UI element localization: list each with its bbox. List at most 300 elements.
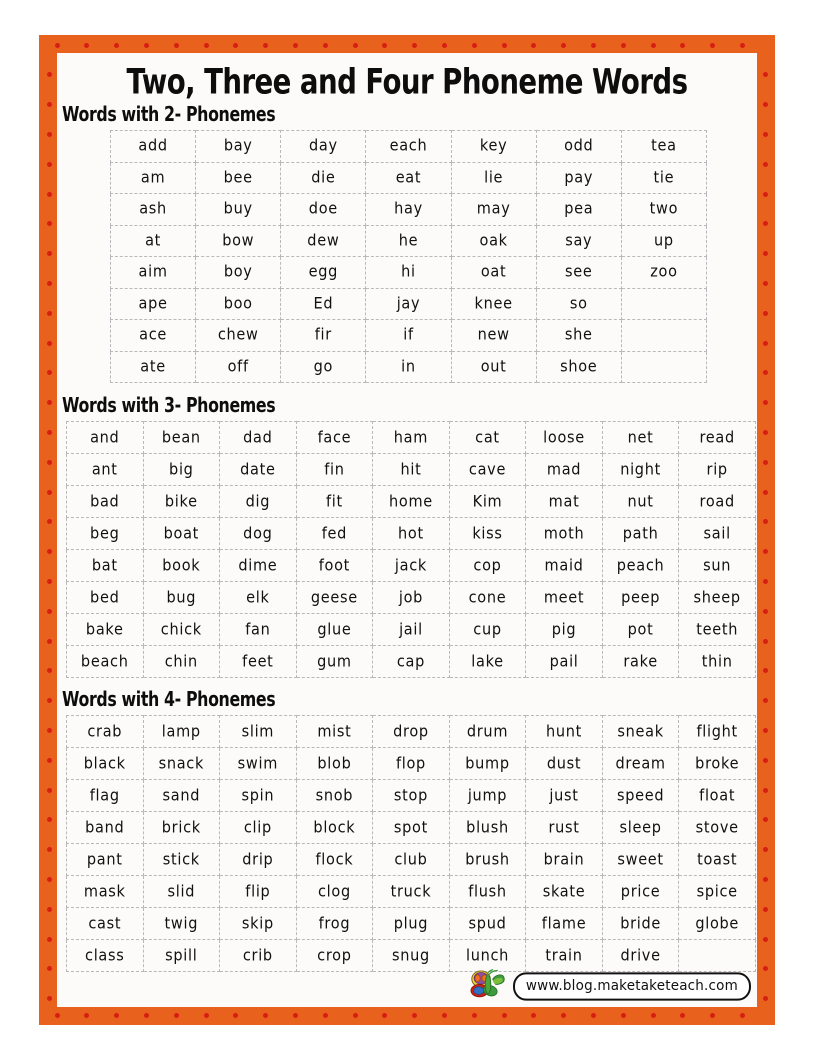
word-text: pot — [627, 620, 654, 639]
word-cell — [111, 351, 196, 383]
word-text: float — [699, 786, 736, 805]
word-cell — [296, 908, 373, 940]
word-text: two — [649, 200, 679, 219]
word-cell — [220, 780, 297, 812]
word-text: drip — [242, 850, 274, 869]
word-cell — [296, 550, 373, 582]
word-cell — [373, 646, 450, 678]
word-text: bee — [223, 168, 253, 187]
word-text: boy — [223, 263, 253, 282]
word-text: if — [403, 326, 414, 345]
word-text: spin — [241, 786, 275, 805]
word-cell — [526, 550, 603, 582]
word-cell — [602, 582, 679, 614]
word-cell — [679, 812, 756, 844]
word-text: gum — [317, 652, 352, 671]
word-cell — [679, 908, 756, 940]
word-text: beach — [80, 652, 129, 671]
word-text: dime — [238, 556, 278, 575]
word-text: pant — [86, 850, 123, 869]
word-text: ape — [138, 294, 168, 313]
word-cell — [526, 454, 603, 486]
word-cell — [602, 518, 679, 550]
word-cell — [536, 162, 621, 194]
word-text: hi — [401, 263, 416, 282]
word-cell — [67, 518, 144, 550]
word-text: jack — [394, 556, 427, 575]
word-text: she — [564, 326, 593, 345]
word-text: lake — [471, 652, 504, 671]
word-text: just — [549, 786, 579, 805]
word-row — [111, 162, 707, 194]
word-text: bump — [465, 754, 510, 773]
word-cell — [449, 582, 526, 614]
word-text: bat — [91, 556, 118, 575]
word-cell — [373, 780, 450, 812]
word-cell — [373, 748, 450, 780]
word-text: kiss — [472, 524, 503, 543]
word-cell — [526, 908, 603, 940]
word-text: blush — [466, 818, 509, 837]
word-text: die — [311, 168, 336, 187]
word-text: spot — [393, 818, 429, 837]
word-cell — [679, 518, 756, 550]
word-text: flop — [395, 754, 426, 773]
word-cell — [451, 288, 536, 320]
word-cell — [366, 257, 451, 289]
word-cell — [602, 844, 679, 876]
word-cell — [449, 550, 526, 582]
section-two-phonemes — [57, 105, 757, 383]
word-text: sail — [703, 524, 731, 543]
word-cell — [111, 320, 196, 352]
word-cell — [679, 748, 756, 780]
word-cell — [67, 716, 144, 748]
word-text: tie — [653, 168, 675, 187]
word-text: rust — [548, 818, 580, 837]
word-text: buy — [223, 200, 253, 219]
word-cell — [67, 812, 144, 844]
word-text: road — [699, 492, 735, 511]
word-cell — [602, 454, 679, 486]
word-cell — [449, 454, 526, 486]
word-table-two-phonemes — [110, 130, 707, 383]
website-url[interactable]: www.blog.maketaketeach.com — [513, 972, 751, 1000]
word-cell — [373, 550, 450, 582]
word-cell — [679, 582, 756, 614]
word-cell — [602, 748, 679, 780]
word-cell — [373, 876, 450, 908]
word-text: dream — [615, 754, 666, 773]
word-text: feet — [242, 652, 274, 671]
word-cell — [281, 162, 366, 194]
word-cell — [220, 486, 297, 518]
word-cell — [536, 257, 621, 289]
word-cell — [281, 131, 366, 163]
word-text: book — [162, 556, 201, 575]
word-text: bug — [166, 588, 197, 607]
word-text: crib — [242, 946, 273, 965]
word-text: date — [240, 460, 276, 479]
word-text: oak — [479, 231, 508, 250]
word-text: jail — [399, 620, 423, 639]
word-text: skip — [241, 914, 274, 933]
word-cell — [143, 812, 220, 844]
word-cell — [373, 486, 450, 518]
word-cell — [536, 320, 621, 352]
word-row — [67, 614, 756, 646]
word-row — [67, 582, 756, 614]
word-text: twig — [164, 914, 199, 933]
word-cell — [536, 225, 621, 257]
word-cell — [143, 614, 220, 646]
word-cell — [220, 454, 297, 486]
word-text: nut — [627, 492, 654, 511]
word-cell — [67, 582, 144, 614]
word-cell — [373, 844, 450, 876]
word-text: mat — [548, 492, 580, 511]
word-cell — [67, 422, 144, 454]
word-row — [67, 876, 756, 908]
word-cell — [373, 582, 450, 614]
word-cell — [143, 646, 220, 678]
word-cell — [679, 486, 756, 518]
word-cell — [602, 876, 679, 908]
word-cell — [373, 908, 450, 940]
word-cell — [67, 646, 144, 678]
word-text: bride — [620, 914, 662, 933]
word-text: cup — [473, 620, 502, 639]
word-cell — [143, 780, 220, 812]
word-text: eat — [395, 168, 422, 187]
word-cell — [449, 812, 526, 844]
word-cell — [220, 422, 297, 454]
word-cell — [451, 225, 536, 257]
word-row — [111, 351, 707, 383]
word-cell — [220, 908, 297, 940]
word-text: shoe — [560, 357, 598, 376]
word-text: hot — [398, 524, 424, 543]
word-cell — [449, 422, 526, 454]
word-cell — [679, 646, 756, 678]
word-text: home — [389, 492, 433, 511]
word-cell — [296, 646, 373, 678]
word-cell — [296, 614, 373, 646]
word-text: chick — [160, 620, 202, 639]
word-cell — [451, 194, 536, 226]
word-text: cone — [468, 588, 507, 607]
word-row — [111, 194, 707, 226]
word-cell — [526, 716, 603, 748]
word-text: cap — [396, 652, 426, 671]
section-heading-three-phonemes: Words with 3- Phonemes — [62, 394, 276, 418]
word-text: dog — [243, 524, 273, 543]
word-text: read — [699, 428, 735, 447]
word-text: brain — [543, 850, 585, 869]
word-text: ham — [393, 428, 429, 447]
word-cell — [111, 257, 196, 289]
word-cell — [449, 780, 526, 812]
word-cell — [602, 908, 679, 940]
word-text: pail — [549, 652, 579, 671]
word-cell — [281, 225, 366, 257]
word-text: sleep — [619, 818, 662, 837]
word-cell — [526, 582, 603, 614]
word-text: truck — [390, 882, 432, 901]
word-cell — [526, 812, 603, 844]
word-text: face — [317, 428, 352, 447]
word-row — [67, 844, 756, 876]
word-text: pea — [564, 200, 594, 219]
word-text: crab — [87, 722, 123, 741]
word-cell — [679, 780, 756, 812]
word-text: fed — [321, 524, 348, 543]
word-cell — [373, 614, 450, 646]
word-cell — [526, 518, 603, 550]
word-row — [67, 646, 756, 678]
word-text: mad — [546, 460, 582, 479]
word-text: clog — [317, 882, 351, 901]
word-cell — [449, 844, 526, 876]
word-cell — [451, 131, 536, 163]
word-text: dad — [243, 428, 273, 447]
word-text: hit — [400, 460, 422, 479]
section-four-phonemes — [57, 690, 757, 972]
word-text: bed — [90, 588, 120, 607]
word-cell — [449, 908, 526, 940]
word-row — [67, 518, 756, 550]
word-text: drum — [466, 722, 509, 741]
word-text: skate — [542, 882, 586, 901]
word-cell — [449, 748, 526, 780]
word-text: sweet — [617, 850, 664, 869]
word-text: moth — [543, 524, 585, 543]
word-row — [111, 225, 707, 257]
word-cell — [679, 876, 756, 908]
word-text: rip — [706, 460, 728, 479]
word-cell — [451, 320, 536, 352]
word-text: toast — [697, 850, 738, 869]
word-cell — [536, 194, 621, 226]
word-cell — [143, 876, 220, 908]
word-cell — [373, 518, 450, 550]
word-cell — [373, 454, 450, 486]
word-cell — [679, 614, 756, 646]
word-text: ate — [140, 357, 166, 376]
word-cell — [111, 162, 196, 194]
word-text: job — [398, 588, 424, 607]
word-text: flag — [89, 786, 120, 805]
word-cell — [373, 812, 450, 844]
word-text: maid — [544, 556, 584, 575]
word-text: meet — [543, 588, 585, 607]
word-text: brick — [161, 818, 201, 837]
word-text: sheep — [693, 588, 741, 607]
word-cell — [196, 351, 281, 383]
word-table-body-four — [67, 716, 756, 972]
word-cell — [679, 454, 756, 486]
word-cell — [526, 876, 603, 908]
word-text: ash — [139, 200, 167, 219]
word-text: plug — [393, 914, 429, 933]
word-cell — [196, 225, 281, 257]
word-text: aim — [138, 263, 168, 282]
word-text: dust — [546, 754, 582, 773]
word-cell — [526, 780, 603, 812]
word-cell — [296, 486, 373, 518]
word-cell — [67, 486, 144, 518]
word-text: drive — [620, 946, 661, 965]
word-text: add — [138, 137, 168, 156]
word-cell — [196, 320, 281, 352]
word-cell — [281, 288, 366, 320]
word-cell — [111, 194, 196, 226]
word-cell — [143, 844, 220, 876]
word-cell — [143, 422, 220, 454]
word-table-three-phonemes — [66, 421, 756, 678]
word-cell — [220, 646, 297, 678]
word-cell — [373, 716, 450, 748]
word-text: bay — [223, 137, 253, 156]
word-cell — [536, 288, 621, 320]
word-text: flame — [541, 914, 587, 933]
word-text: geese — [310, 588, 358, 607]
word-cell — [143, 454, 220, 486]
word-text: swim — [237, 754, 279, 773]
word-row — [67, 550, 756, 582]
word-text: flock — [315, 850, 354, 869]
word-text: foot — [318, 556, 351, 575]
word-cell — [143, 550, 220, 582]
word-cell — [67, 614, 144, 646]
word-text: lie — [484, 168, 504, 187]
word-cell — [220, 518, 297, 550]
word-cell — [621, 351, 706, 383]
word-cell — [111, 131, 196, 163]
word-cell — [679, 844, 756, 876]
word-text: Ed — [313, 294, 334, 313]
word-row — [67, 780, 756, 812]
word-row — [67, 748, 756, 780]
word-text: and — [90, 428, 120, 447]
section-three-phonemes — [57, 396, 757, 678]
word-text: so — [569, 294, 588, 313]
word-text: egg — [308, 263, 339, 282]
word-cell — [67, 748, 144, 780]
word-cell — [621, 288, 706, 320]
word-cell — [602, 716, 679, 748]
word-text: speed — [616, 786, 665, 805]
word-cell — [366, 288, 451, 320]
word-text: dig — [245, 492, 271, 511]
word-text: in — [401, 357, 416, 376]
word-text: see — [565, 263, 593, 282]
word-row — [67, 486, 756, 518]
word-text: spud — [468, 914, 507, 933]
word-text: key — [479, 137, 508, 156]
word-text: cop — [473, 556, 502, 575]
word-cell — [366, 162, 451, 194]
word-text: blob — [317, 754, 352, 773]
word-cell — [296, 716, 373, 748]
word-text: pay — [564, 168, 594, 187]
word-text: crop — [317, 946, 352, 965]
word-text: peep — [621, 588, 661, 607]
word-text: loose — [543, 428, 585, 447]
word-row — [67, 908, 756, 940]
word-cell — [296, 748, 373, 780]
word-text: odd — [564, 137, 594, 156]
word-cell — [449, 518, 526, 550]
word-cell — [366, 225, 451, 257]
word-text: snug — [391, 946, 430, 965]
word-text: drop — [393, 722, 429, 741]
word-cell — [296, 844, 373, 876]
word-text: boo — [223, 294, 253, 313]
word-row — [67, 422, 756, 454]
word-text: sand — [162, 786, 201, 805]
word-text: glue — [317, 620, 352, 639]
word-text: cast — [88, 914, 122, 933]
word-text: flight — [696, 722, 738, 741]
word-cell — [621, 257, 706, 289]
word-cell — [196, 131, 281, 163]
word-text: cave — [468, 460, 507, 479]
worksheet-content — [57, 53, 757, 1007]
word-cell — [602, 812, 679, 844]
word-cell — [143, 748, 220, 780]
word-text: off — [227, 357, 249, 376]
word-cell — [281, 320, 366, 352]
word-cell — [220, 614, 297, 646]
word-cell — [281, 257, 366, 289]
word-text: hunt — [546, 722, 583, 741]
word-text: peach — [616, 556, 665, 575]
word-text: bike — [164, 492, 198, 511]
word-cell — [449, 646, 526, 678]
word-cell — [449, 876, 526, 908]
word-cell — [602, 780, 679, 812]
word-text: flip — [245, 882, 271, 901]
word-text: train — [545, 946, 583, 965]
word-text: cat — [475, 428, 500, 447]
word-cell — [679, 550, 756, 582]
word-text: may — [476, 200, 511, 219]
word-cell — [526, 646, 603, 678]
word-cell — [67, 844, 144, 876]
word-cell — [111, 288, 196, 320]
word-cell — [373, 422, 450, 454]
word-text: ace — [139, 326, 168, 345]
word-text: black — [83, 754, 126, 773]
word-cell — [143, 582, 220, 614]
word-cell — [281, 351, 366, 383]
word-text: band — [85, 818, 125, 837]
word-row — [111, 257, 707, 289]
word-text: night — [620, 460, 661, 479]
word-text: each — [389, 137, 428, 156]
word-text: at — [145, 231, 162, 250]
word-row — [67, 812, 756, 844]
word-text: snob — [315, 786, 354, 805]
butterfly-icon — [469, 969, 507, 1003]
word-text: block — [313, 818, 356, 837]
word-text: lamp — [161, 722, 201, 741]
word-cell — [296, 518, 373, 550]
word-text: dew — [307, 231, 340, 250]
word-cell — [451, 162, 536, 194]
word-text: broke — [695, 754, 740, 773]
